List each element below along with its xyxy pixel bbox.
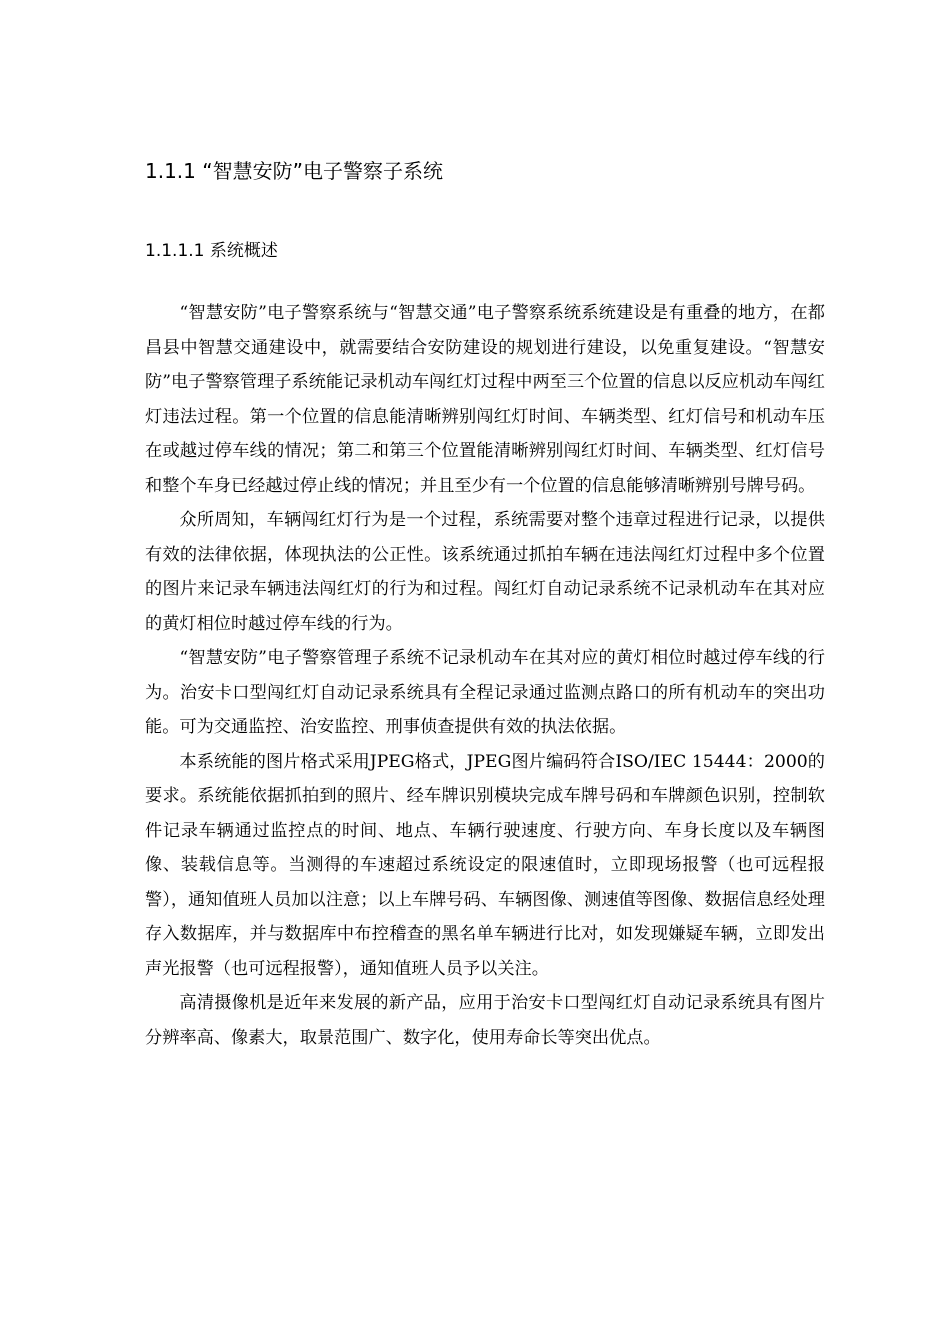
paragraph: 众所周知，车辆闯红灯行为是一个过程，系统需要对整个违章过程进行记录，以提供有效的法律依据，体现执法的公正性。该系统通过抓拍车辆在违法闯红灯过程中多个位置的图片来记录车辆违法闯红灯的行为和过程。闯红灯自动记录系统不记录机动车在其对应的黄灯相位时越过停车线的行为。: [145, 510, 825, 634]
paragraph: “智慧安防”电子警察管理子系统不记录机动车在其对应的黄灯相位时越过停车线的行为。治安卡口型闯红灯自动记录系统具有全程记录通过监测点路口的所有机动车的突出功能。可为交通监控、治安监控、刑事侦查提供有效的执法依据。: [145, 648, 825, 737]
paragraph: “智慧安防”电子警察系统与“智慧交通”电子警察系统系统建设是有重叠的地方，在都昌县中智慧交通建设中，就需要结合安防建设的规划进行建设，以免重复建设。“智慧安防”电子警察管理子系统能记录机动车闯红灯过程中两至三个位置的信息以反应机动车闯红灯违法过程。第一个位置的信息能清晰辨别闯红灯时间、车辆类型、红灯信号和机动车压在或越过停车线的情况；第二和第三个位置能清晰辨别闯红灯时间、车辆类型、红灯信号和整个车身已经越过停止线的情况；并且至少有一个位置的信息能够清晰辨别号牌号码。: [145, 303, 825, 496]
paragraph: 本系统能的图片格式采用JPEG格式，JPEG图片编码符合ISO/IEC 15444：2000的要求。系统能依据抓拍到的照片、经车牌识别模块完成车牌号码和车牌颜色识别，控制软件记录车辆通过监控点的时间、地点、车辆行驶速度、行驶方向、车身长度以及车辆图像、装载信息等。当测得的车速超过系统设定的限速值时，立即现场报警（也可远程报警），通知值班人员加以注意；以上车牌号码、车辆图像、测速值等图像、数据信息经处理存入数据库，并与数据库中布控稽查的黑名单车辆进行比对，如发现嫌疑车辆，立即发出声光报警（也可远程报警），通知值班人员予以关注。: [145, 751, 825, 979]
paragraph: 高清摄像机是近年来发展的新产品，应用于治安卡口型闯红灯自动记录系统具有图片分辨率高、像素大，取景范围广、数字化，使用寿命长等突出优点。: [145, 993, 825, 1048]
body-text: [145, 296, 825, 1055]
subsection-heading: 1.1.1.1 系统概述: [145, 241, 278, 261]
section-heading: 1.1.1 “智慧安防”电子警察子系统: [145, 159, 443, 183]
